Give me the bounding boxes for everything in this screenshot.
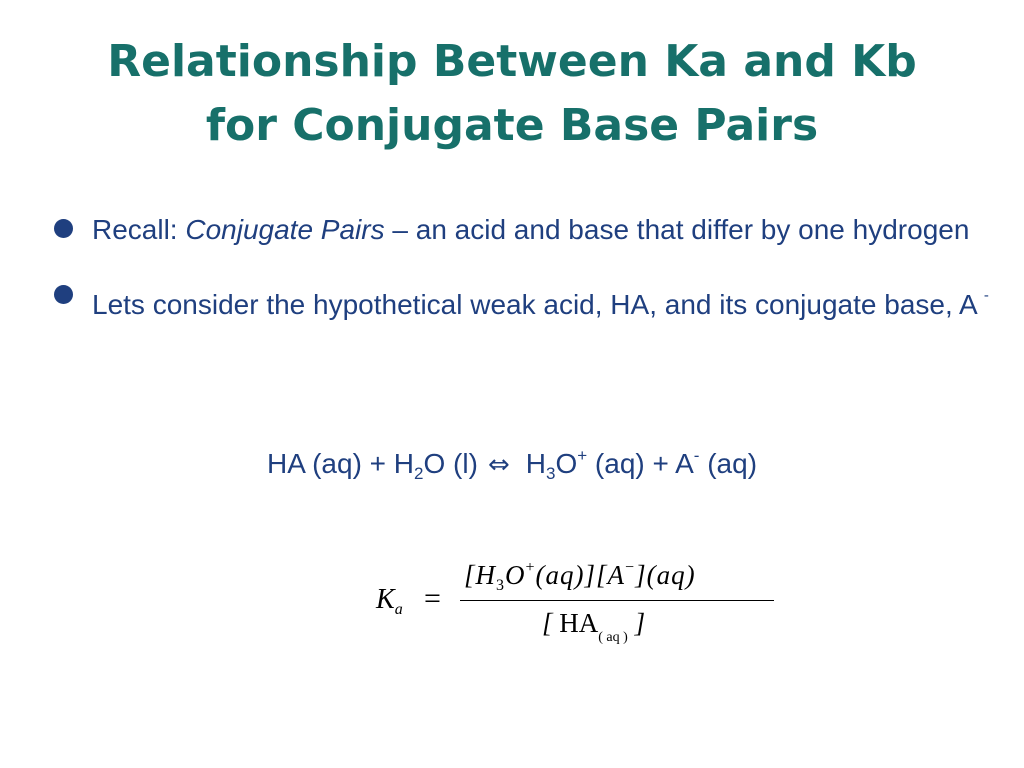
bullet-prefix: Recall:: [92, 214, 186, 245]
num-superscript-plus: +: [525, 559, 536, 576]
bullet-item-weak-acid: [52, 280, 992, 321]
eq-product-o: O: [555, 448, 578, 479]
ka-expression: [372, 560, 792, 650]
num-superscript-minus: −: [625, 559, 636, 576]
bullet-dot-icon: [54, 285, 73, 304]
num-subscript: 3: [496, 577, 506, 594]
den-text: HA: [559, 608, 599, 638]
fraction-bar: [460, 600, 774, 601]
num-part-2: O: [505, 560, 526, 590]
equals-sign: =: [424, 582, 441, 615]
num-part-1: [H: [464, 560, 497, 590]
ka-symbol: [376, 584, 403, 616]
bullet-dot-icon: [54, 219, 73, 238]
dissociation-equation: [0, 447, 1024, 482]
double-arrow-icon: ⇔: [487, 450, 510, 480]
bullet-italic-term: Conjugate Pairs: [185, 214, 385, 245]
title-line-2: for Conjugate Base Pairs: [205, 100, 819, 151]
slide-title: [40, 30, 984, 158]
bullet-list: [52, 214, 992, 355]
den-open-bracket: [: [542, 608, 560, 638]
eq-reactant-2: O (l): [423, 448, 478, 479]
bullet-item-recall: [52, 214, 992, 246]
ka-denominator: [542, 608, 646, 645]
den-close-bracket: ]: [627, 608, 646, 638]
eq-superscript-plus: +: [577, 446, 588, 465]
eq-subscript-2: 2: [414, 464, 424, 483]
eq-product-end: (aq): [699, 448, 758, 479]
bullet-definition: – an acid and base that differ by one hydrogen: [384, 214, 970, 245]
eq-product-h: H: [525, 448, 546, 479]
ka-letter: K: [376, 584, 395, 615]
num-part-3: (aq)][A: [535, 560, 626, 590]
ka-subscript: a: [394, 601, 403, 618]
ka-numerator: [464, 559, 696, 594]
num-part-4: ](aq): [635, 560, 696, 590]
title-line-1: Relationship Between Ka and Kb: [107, 36, 917, 87]
den-subscript: ( aq ): [598, 630, 628, 645]
bullet-text: Lets consider the hypothetical weak acid, HA, and its conjugate base, A: [92, 289, 984, 320]
eq-superscript-minus: -: [693, 446, 700, 465]
bullet-superscript: -: [983, 287, 989, 304]
eq-subscript-3: 3: [545, 464, 556, 483]
eq-reactant-1: HA (aq) + H: [266, 448, 415, 479]
eq-product-a: (aq) + A: [587, 448, 694, 479]
